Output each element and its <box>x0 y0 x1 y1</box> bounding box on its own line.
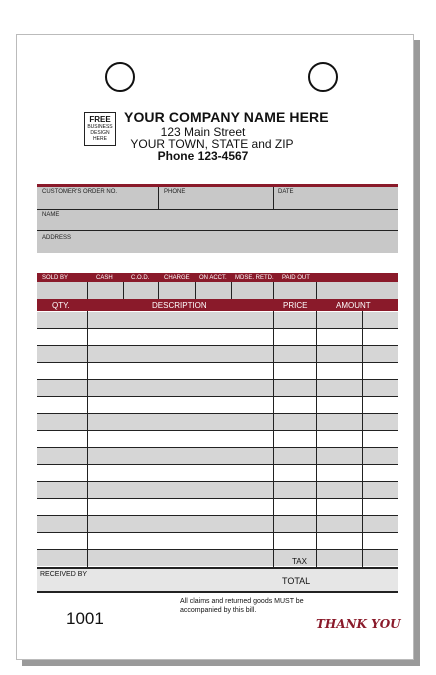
divider <box>231 282 232 299</box>
divider <box>37 362 398 363</box>
company-phone: Phone 123-4567 <box>157 149 249 163</box>
line-item-row <box>37 465 398 481</box>
divider <box>158 187 159 209</box>
line-item-row <box>37 346 398 362</box>
total-label: TOTAL <box>282 576 311 586</box>
divider <box>37 209 398 210</box>
divider <box>362 311 363 592</box>
name-row <box>37 210 398 230</box>
name-label: NAME <box>42 212 60 218</box>
line-item-row <box>37 516 398 532</box>
company-city: YOUR TOWN, STATE and ZIP <box>130 137 294 151</box>
paid-out-label: PAID OUT <box>282 275 310 281</box>
logo-free-text: FREE <box>89 115 111 124</box>
divider <box>37 430 398 431</box>
line-item-row <box>37 380 398 396</box>
divider <box>123 282 124 299</box>
qty-column-header: QTY. <box>52 301 70 310</box>
divider <box>158 282 159 299</box>
line-item-row <box>37 482 398 498</box>
logo-line-1: BUSINESS <box>87 124 113 130</box>
returns-notice: All claims and returned goods MUST be accompanied by this bill. <box>180 598 304 614</box>
divider <box>37 464 398 465</box>
divider <box>316 282 317 299</box>
line-item-row <box>37 329 398 345</box>
divider <box>37 498 398 499</box>
line-item-row <box>37 550 398 566</box>
punch-hole-left <box>105 62 135 92</box>
received-by-row <box>37 569 398 591</box>
amount-column-header: AMOUNT <box>336 301 371 310</box>
divider <box>37 345 398 346</box>
charge-label: CHARGE <box>164 275 190 281</box>
merchandise-returned-label: MDSE. RETD. <box>235 275 274 281</box>
line-item-row <box>37 312 398 328</box>
description-column-header: DESCRIPTION <box>152 301 207 310</box>
divider <box>37 379 398 380</box>
form-number: 1001 <box>66 609 104 628</box>
logo-line-2: DESIGN <box>90 130 110 136</box>
payment-entry-row <box>37 282 398 299</box>
customer-order-label: CUSTOMER'S ORDER NO. <box>42 189 118 195</box>
divider <box>273 311 274 592</box>
line-item-row <box>37 363 398 379</box>
sold-by-label: SOLD BY <box>42 275 69 281</box>
on-account-label: ON ACCT. <box>199 275 227 281</box>
tax-label: TAX <box>292 557 307 566</box>
line-item-row <box>37 499 398 515</box>
punch-hole-right <box>308 62 338 92</box>
phone-label: PHONE <box>164 189 186 195</box>
divider <box>316 311 317 592</box>
divider <box>273 187 274 209</box>
thank-you-text: THANK YOU <box>316 617 401 631</box>
divider <box>37 413 398 414</box>
line-item-row <box>37 414 398 430</box>
divider <box>37 481 398 482</box>
divider <box>37 230 398 231</box>
divider <box>37 532 398 533</box>
line-item-row <box>37 533 398 549</box>
cash-label: CASH <box>96 275 113 281</box>
company-street: 123 Main Street <box>160 125 246 139</box>
divider <box>273 282 274 299</box>
divider <box>37 549 398 550</box>
divider <box>37 591 398 593</box>
price-column-header: PRICE <box>283 301 308 310</box>
line-item-row <box>37 448 398 464</box>
address-row <box>37 231 398 253</box>
divider <box>195 282 196 299</box>
company-name: YOUR COMPANY NAME HERE <box>124 109 329 125</box>
logo-line-3: HERE <box>93 136 107 142</box>
divider <box>87 282 88 299</box>
cod-label: C.O.D. <box>131 275 150 281</box>
date-label: DATE <box>278 189 294 195</box>
received-by-label: RECEIVED BY <box>40 571 88 578</box>
divider <box>87 311 88 567</box>
divider <box>37 396 398 397</box>
address-label: ADDRESS <box>42 235 72 241</box>
divider <box>37 447 398 448</box>
line-item-row <box>37 431 398 447</box>
divider <box>37 328 398 329</box>
line-item-row <box>37 397 398 413</box>
divider <box>37 515 398 516</box>
